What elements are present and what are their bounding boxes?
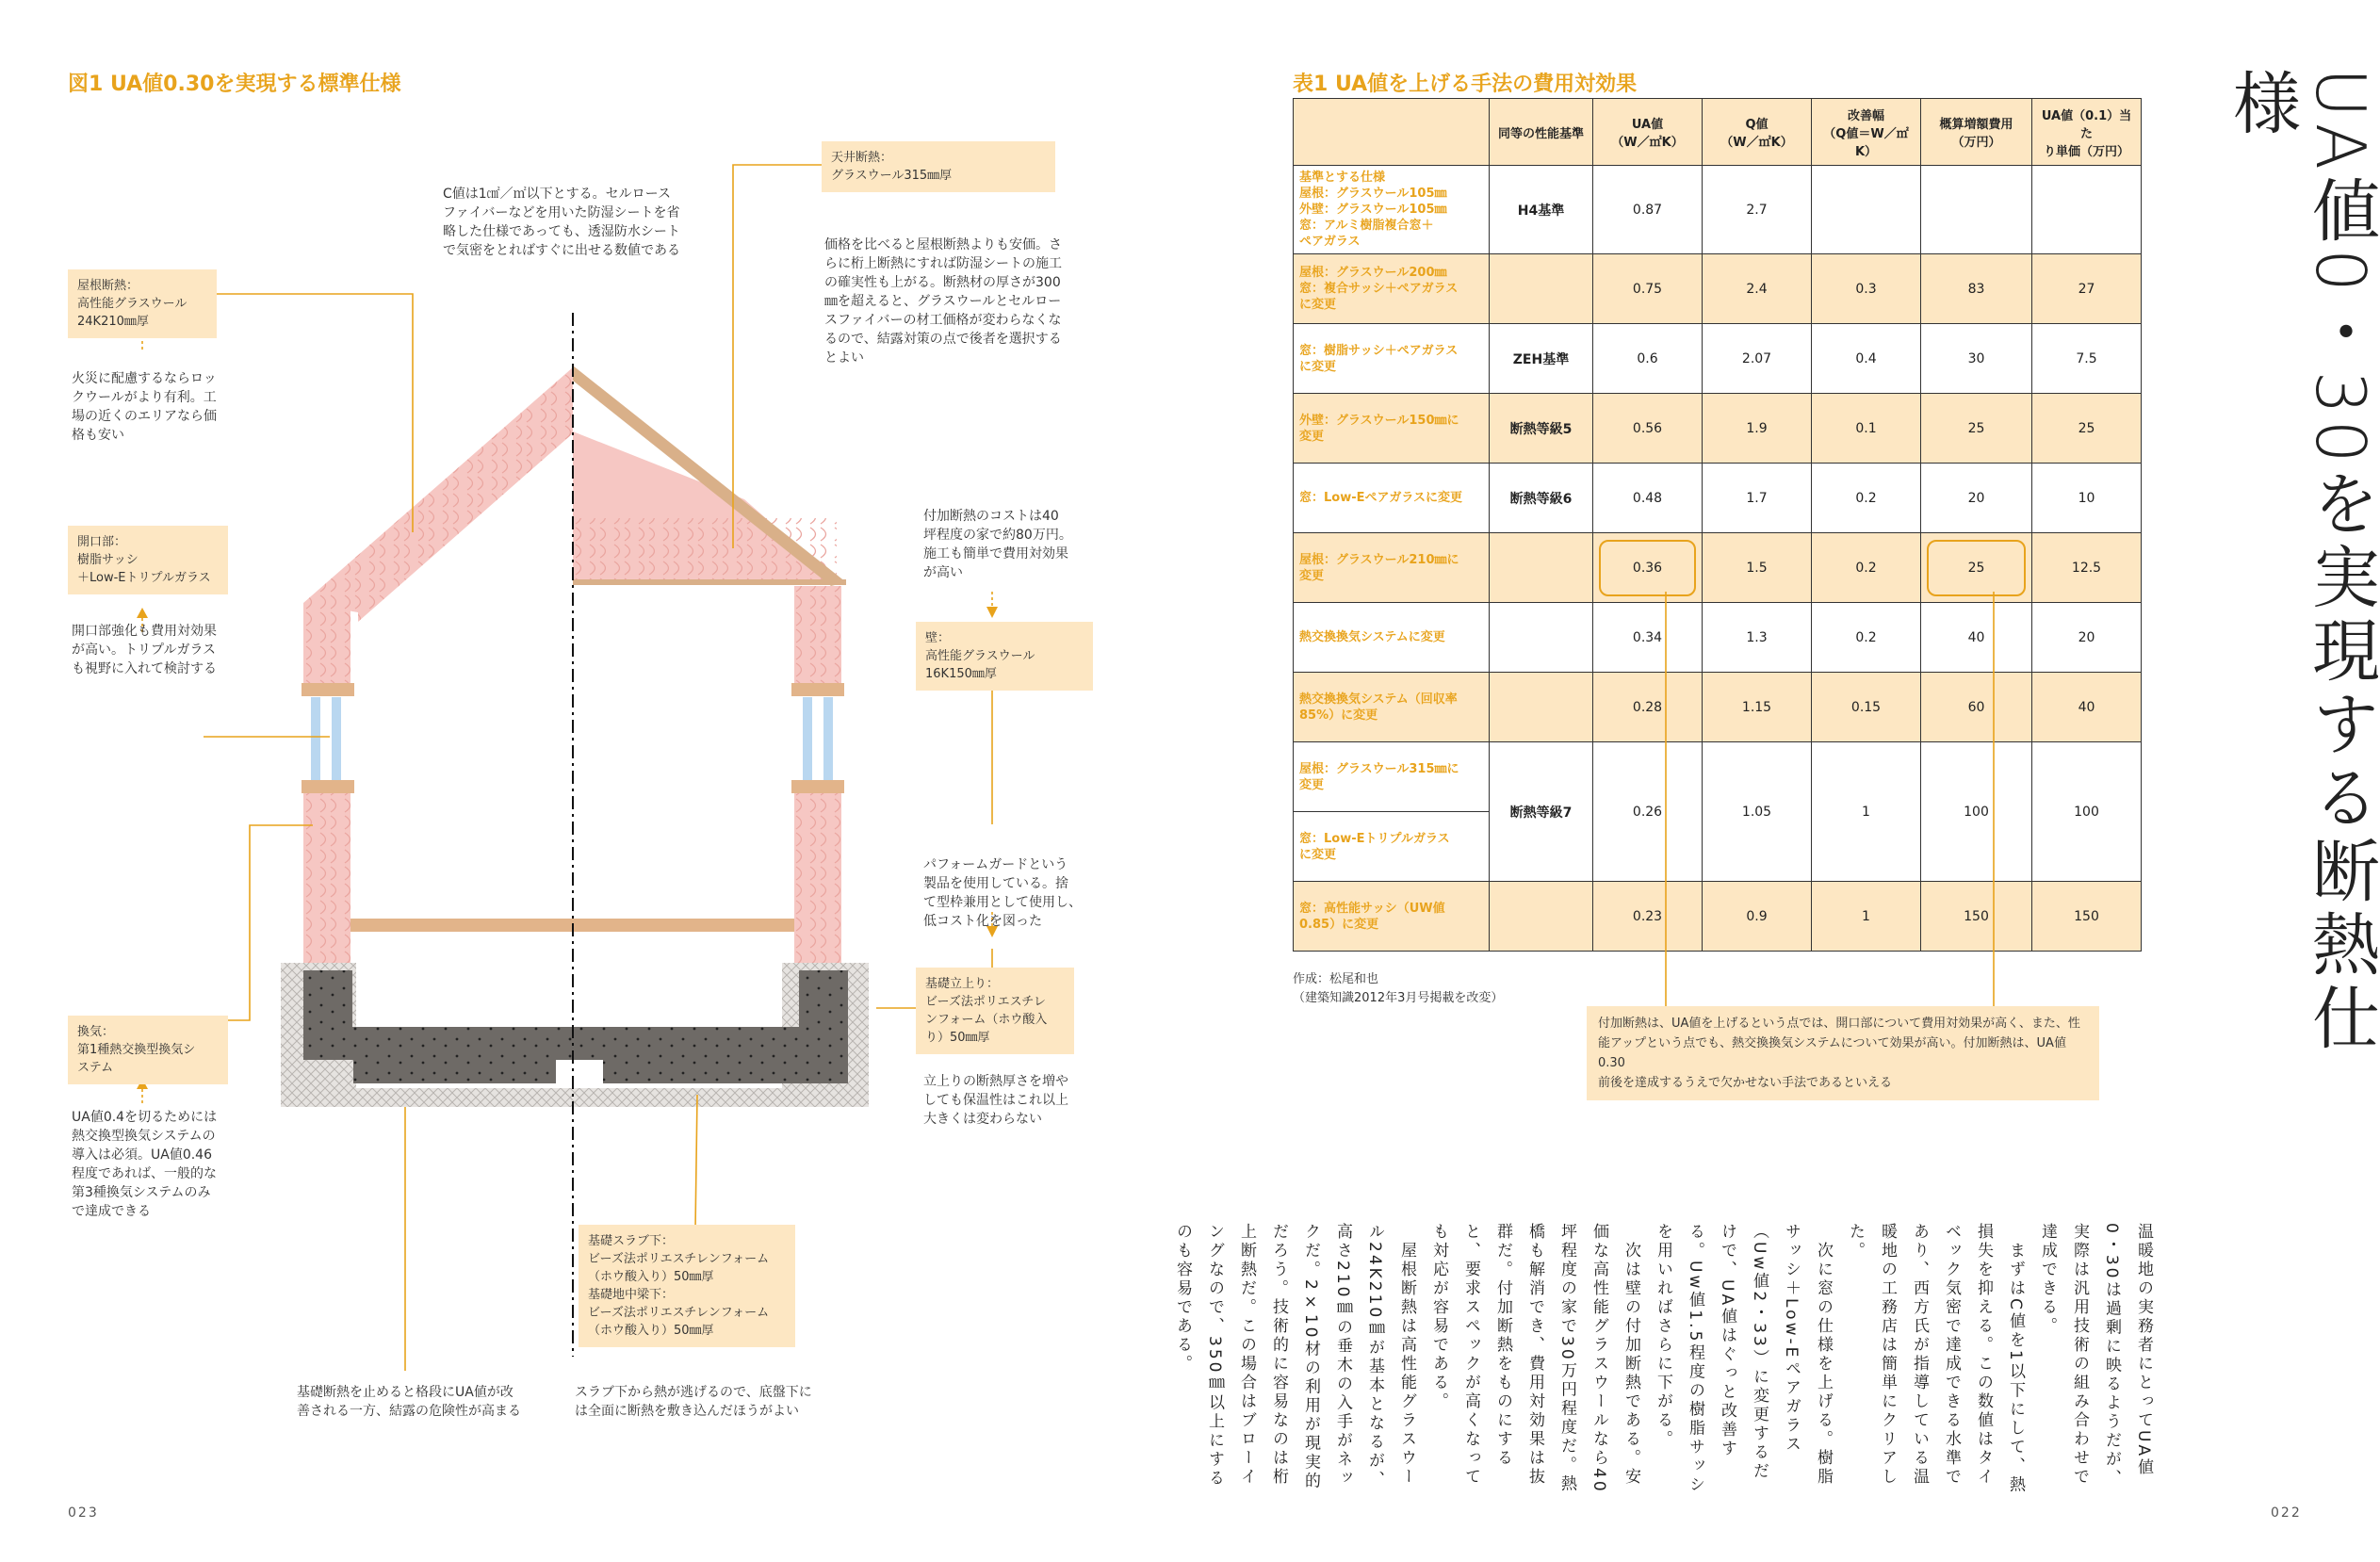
row-cost: 40 [1921,603,2032,673]
th-standard: 同等の性能基準 [1490,99,1593,166]
th-cost: 概算増額費用 （万円） [1921,99,2032,166]
highlight-ring-ua: 0.36 [1599,540,1696,596]
row-label: 窓：高性能サッシ（UW値 0.85）に変更 [1294,882,1490,952]
row-improve: 0.2 [1812,533,1921,603]
row-q: 2.07 [1703,324,1812,394]
foundation-box: 基礎立上り： ビーズ法ポリエスチレ ンフォーム（ホウ酸入 り）50㎜厚 [916,968,1074,1054]
bottom-mid-note: スラブ下から熱が逃げるので、底盤下に は全面に断熱を敷き込んだほうがよい [575,1385,812,1419]
row-unit: 25 [2032,394,2142,464]
article-body: 温暖地の実務者にとってUA値0・30は過剰に映るようだが、実際は汎用技術の組み合わせで達成できる。 まずはC値を1以下にして、熱損失を抑える。この数値はタイベック気密で達成できる水準であり、西方氏が指導している温暖地の工務店は簡単にクリアした。 次に窓の仕様を上げる。樹脂サッシ＋Low-Eペアガラス（Uw値2・33）に変更するだけで、UA値はぐっと改善する。Uw値1.5程度の樹脂サッシを用いればさらに下がる。 次は壁の付加断熱である。安価な高性能グラスウールなら40坪程度の家で30万円程度だ。熱橋も解消でき、費用対効果は抜群だ。付加断熱をものにすると、要求スペックが高くなっても対応が容易である。 屋根断熱は高性能グラスウール24K210㎜が基本となるが、高さ210㎜の垂木の入手がネックだ。2×10材の利用が現実的だろう。技術的に容易なのは桁上断熱だ。この場合はブローイングなので、350㎜以上にするのも容易である。 [1173,1223,2153,1495]
row-q: 1.3 [1703,603,1812,673]
th-improve: 改善幅 （Q値＝W／㎡K） [1812,99,1921,166]
row-q: 1.5 [1703,533,1812,603]
foundation-note: 立上りの断熱厚さを増や しても保温性はこれ以上 大きくは変わらない [923,1074,1068,1127]
figure-title: 図1 UA値0.30を実現する標準仕様 [68,73,401,96]
row-q: 0.9 [1703,882,1812,952]
row-standard: 断熱等級6 [1490,464,1593,533]
row-cost: 20 [1921,464,2032,533]
row-standard: H4基準 [1490,166,1593,254]
row-label: 基準とする仕様 屋根：グラスウール105㎜ 外壁：グラスウール105㎜ 窓：アルミ樹脂複合窓＋ ペアガラス [1294,166,1490,254]
row-unit: 10 [2032,464,2142,533]
row-improve: 0.2 [1812,464,1921,533]
row-improve: 0.1 [1812,394,1921,464]
ceiling-box: 天井断熱： グラスウール315㎜厚 [822,141,1055,192]
table-source: 作成：松尾和也 （建築知識2012年3月号掲載を改変） [1293,972,1504,1005]
th-unit: UA値（0.1）当た り単価（万円） [2032,99,2142,166]
row-unit: 40 [2032,673,2142,742]
row-q: 1.05 [1703,742,1812,882]
perform-note: パフォームガードという 製品を使用している。捨 て型枠兼用として使用し、 低コスト化を図った [923,857,1082,929]
row-cost: 60 [1921,673,2032,742]
row-label: 屋根：グラスウール315㎜に 変更 [1294,742,1490,812]
opening-note: 開口部強化も費用対効果 が高い。トリプルガラス も視野に入れて検討する [72,624,217,676]
th-ua: UA値 （W／㎡K） [1593,99,1703,166]
row-unit: 20 [2032,603,2142,673]
row-ua: 0.28 [1593,673,1703,742]
row-ua: 0.56 [1593,394,1703,464]
th-q: Q値 （W／㎡K） [1703,99,1812,166]
row-improve: 1 [1812,882,1921,952]
row-label: 熱交換換気システムに変更 [1294,603,1490,673]
row-q: 2.7 [1703,166,1812,254]
row-label: 外壁：グラスウール150㎜に 変更 [1294,394,1490,464]
row-cost: 100 [1921,742,2032,882]
row-ua: 0.34 [1593,603,1703,673]
row-unit: 100 [2032,742,2142,882]
row-label: 屋根：グラスウール200㎜ 窓：複合サッシ＋ペアガラス に変更 [1294,254,1490,324]
row-standard: 断熱等級7 [1490,742,1593,882]
highlight-ring-cost: 25 [1927,540,2026,596]
row-ua: 0.75 [1593,254,1703,324]
row-cost: 30 [1921,324,2032,394]
row-label: 屋根：グラスウール210㎜に 変更 [1294,533,1490,603]
vent-note: UA値0.4を切るためには 熱交換型換気システムの 導入は必須。UA値0.46 程度であれば、一般的な 第3種換気システムのみ で達成できる [72,1110,218,1219]
opening-box: 開口部： 樹脂サッシ ＋Low-Eトリプルガラス [68,526,228,594]
row-unit: 7.5 [2032,324,2142,394]
row-label: 窓：Low-Eトリプルガラス に変更 [1294,812,1490,882]
row-improve: 0.3 [1812,254,1921,324]
row-improve: 1 [1812,742,1921,882]
row-q: 1.15 [1703,673,1812,742]
row-q: 2.4 [1703,254,1812,324]
bottom-left-note: 基礎断熱を止めると格段にUA値が改 善される一方、結露の危険性が高まる [297,1385,521,1419]
row-ua: 0.87 [1593,166,1703,254]
row-q: 1.7 [1703,464,1812,533]
row-standard: 断熱等級5 [1490,394,1593,464]
row-standard: ZEH基準 [1490,324,1593,394]
row-improve: 0.4 [1812,324,1921,394]
row-unit: 12.5 [2032,533,2142,603]
row-ua: 0.48 [1593,464,1703,533]
row-label: 熱交換換気システム（回収率 85%）に変更 [1294,673,1490,742]
row-label: 窓：樹脂サッシ＋ペアガラス に変更 [1294,324,1490,394]
table-title: 表1 UA値を上げる手法の費用対効果 [1293,73,1638,96]
row-improve: 0.2 [1812,603,1921,673]
row-cost: 25 [1921,394,2032,464]
slab-box: 基礎スラブ下： ビーズ法ポリエスチレンフォーム （ホウ酸入り）50㎜厚 基礎地中梁下： ビーズ法ポリエスチレンフォーム （ホウ酸入り）50㎜厚 [579,1225,795,1347]
roof-note: 火災に配慮するならロッ クウールがより有利。工 場の近くのエリアなら価 格も安い [72,371,217,443]
row-improve: 0.15 [1812,673,1921,742]
row-unit: 150 [2032,882,2142,952]
row-ua: 0.23 [1593,882,1703,952]
row-cost: 83 [1921,254,2032,324]
row-unit: 27 [2032,254,2142,324]
wall-box: 壁： 高性能グラスウール 16K150㎜厚 [916,622,1093,691]
row-ua: 0.26 [1593,742,1703,882]
wall-note: 付加断熱のコストは40 坪程度の家で約80万円。 施工も簡単で費用対効果 が高い [923,509,1072,580]
row-q: 1.9 [1703,394,1812,464]
c-value-note: C値は1㎠／㎡以下とする。セルロース ファイバーなどを用いた防湿シートを省 略した仕様であっても、透湿防水シート で気密をとればすぐに出せる数値である [443,187,680,258]
row-cost: 150 [1921,882,2032,952]
row-label: 窓：Low-Eペアガラスに変更 [1294,464,1490,533]
page-number-left: 023 [68,1505,99,1521]
page-number-right: 022 [2271,1505,2302,1521]
roof-box: 屋根断熱： 高性能グラスウール 24K210㎜厚 [68,269,217,338]
ceiling-note: 価格を比べると屋根断熱よりも安価。さ らに桁上断熱にすれば防湿シートの施工 の確実性も上がる。断熱材の厚さが300 ㎜を超えると、グラスウールとセルロー スファイバーの材工価格が変わらなくな るので、結露対策の点で後者を選択する とよい [824,237,1062,366]
row-ua: 0.6 [1593,324,1703,394]
vent-box: 換気： 第1種熱交換型換気シ ステム [68,1016,228,1084]
table-note: 付加断熱は、UA値を上げるという点では、開口部について費用対効果が高く、また、性 能アップという点でも、熱交換換気システムについて効果が高い。付加断熱は、UA値0.30 前後を達成するうえで欠かせない手法であるといえる [1587,1006,2099,1100]
article-title: UA値0・30を実現する断熱仕様 [2222,68,2380,1057]
